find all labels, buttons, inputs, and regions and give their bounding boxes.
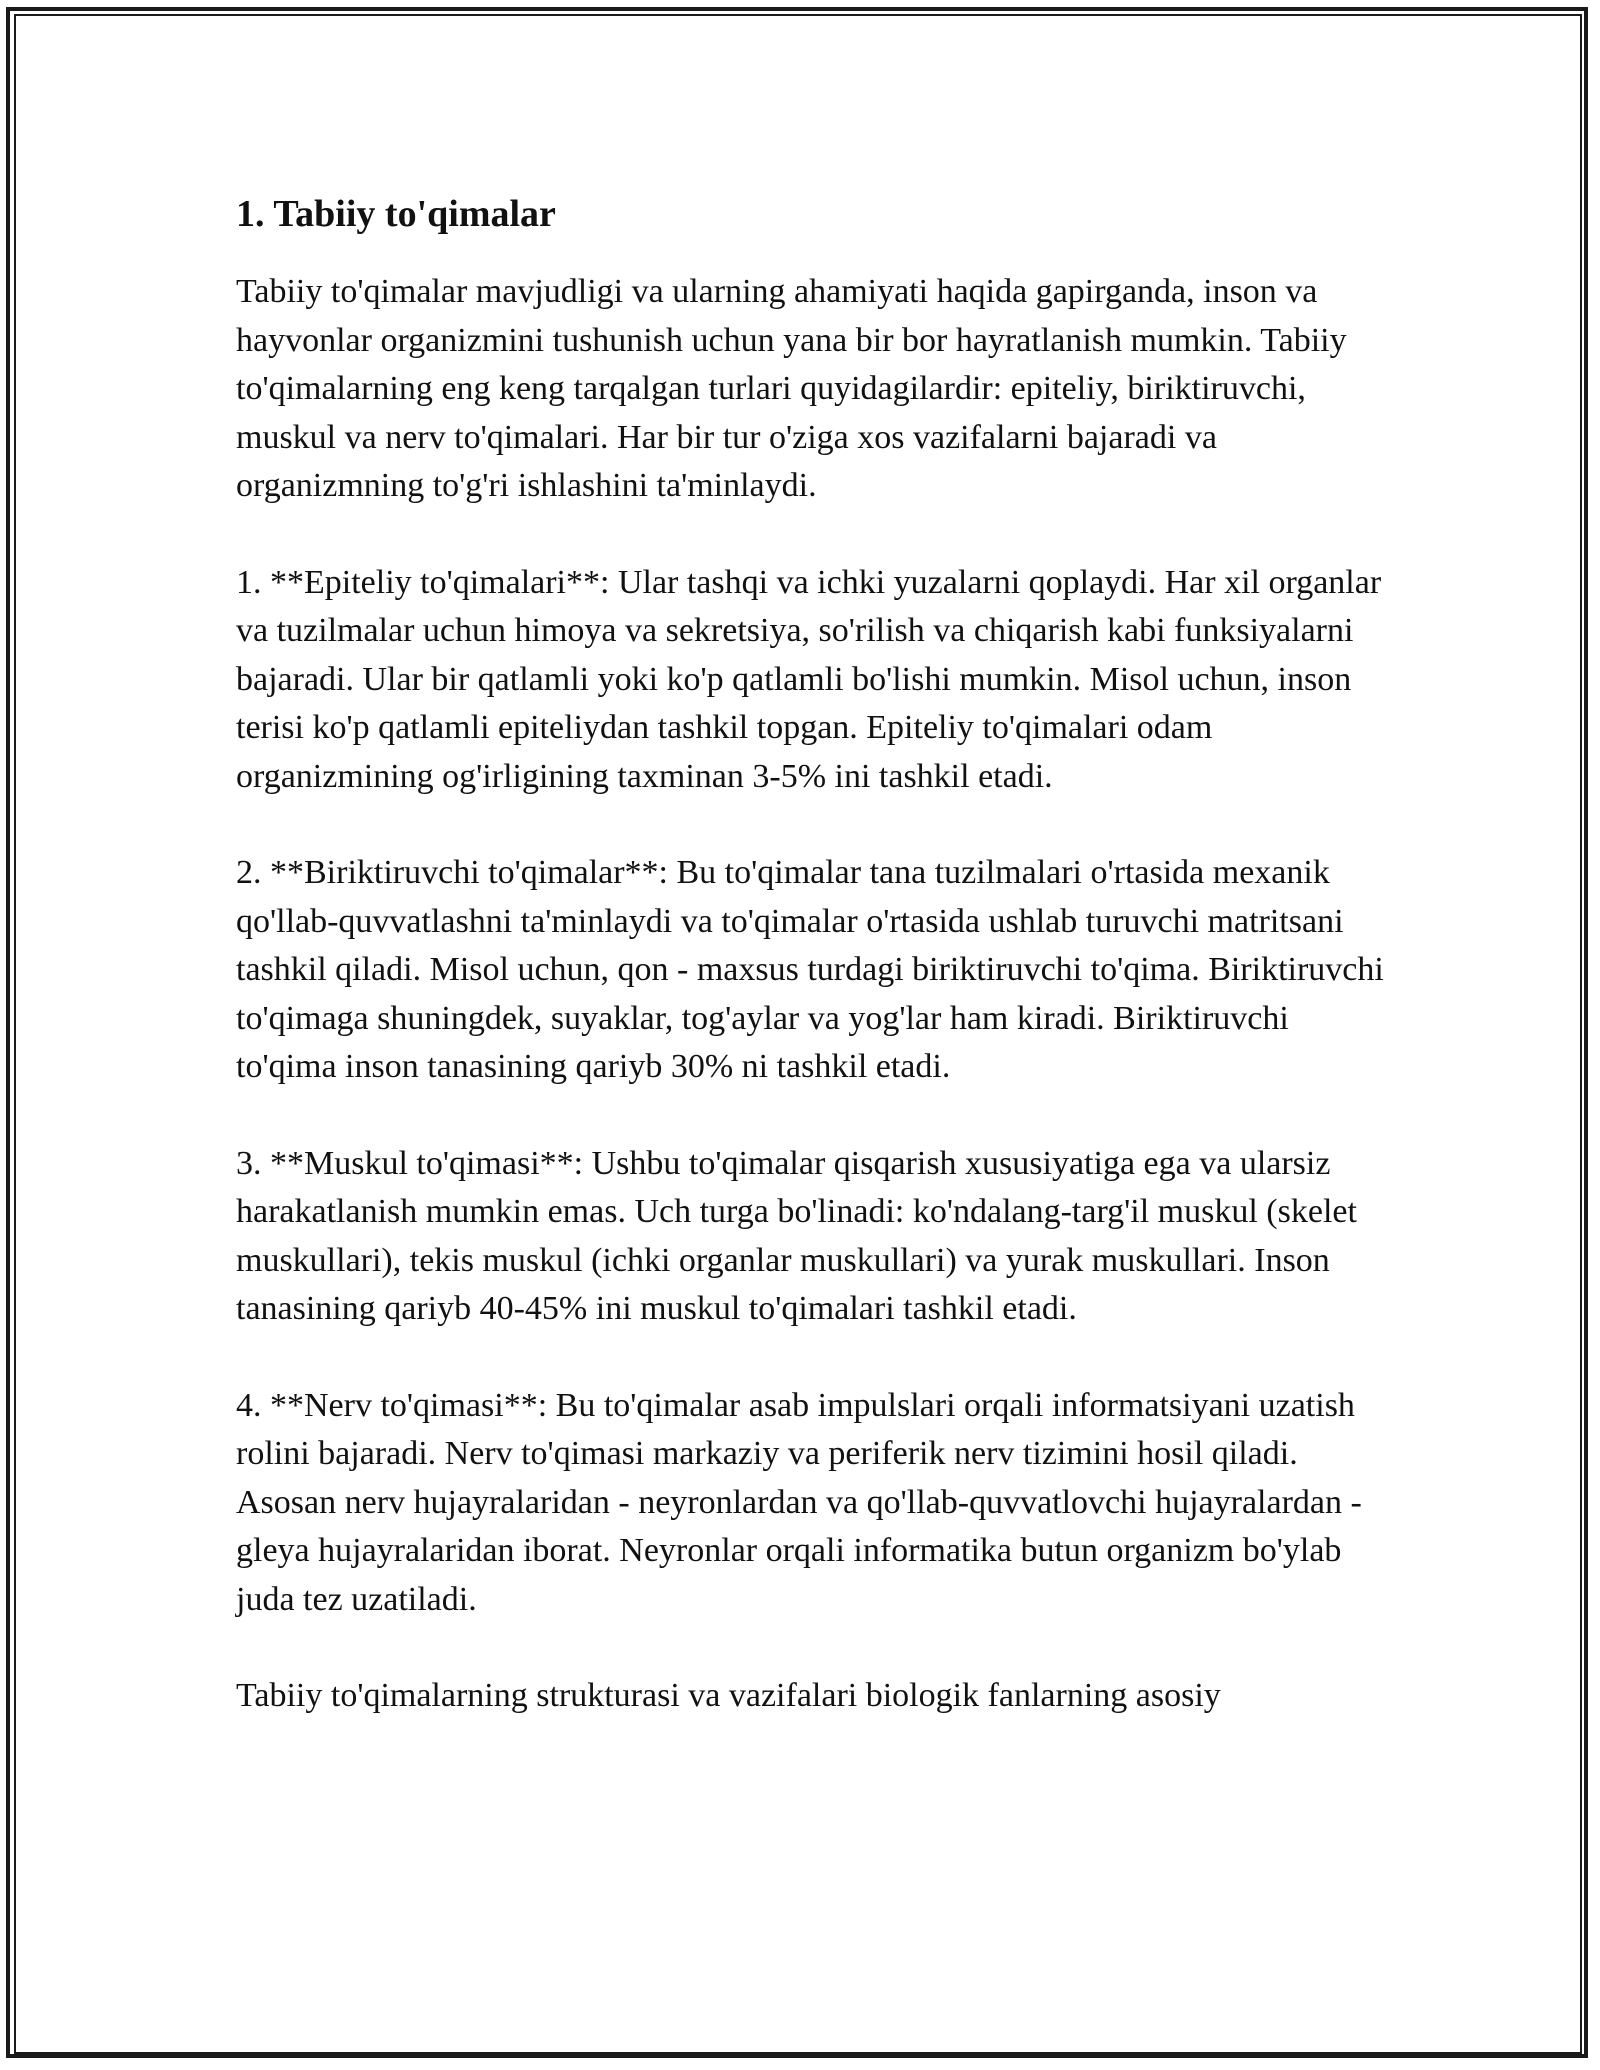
muscle-paragraph: 3. **Muskul to'qimasi**: Ushbu to'qimalar qisqarish xususiyatiga ega va ularsiz harakatlanish mumkin emas. Uch turga bo'linadi: ko'ndalang-targ'il muskul (skelet muskullari), tekis muskul (ichki organlar muskullari) va yurak muskullari. Inson tanasining qariyb 40-45% ini muskul to'qimalari tashkil etadi. bbox=[236, 1144, 1357, 1327]
epithelial-paragraph: 1. **Epiteliy to'qimalari**: Ular tashqi va ichki yuzalarni qoplaydi. Har xil organlar va tuzilmalar uchun himoya va sekretsiya, so'rilish va chiqarish kabi funksiyalarni bajaradi. Ular bir qatlamli yoki ko'p qatlamli bo'lishi mumkin. Misol uchun, inson terisi ko'p qatlamli epiteliydan tashkil topgan. Epiteliy to'qimalari odam organizmining og'irligining taxminan 3-5% ini tashkil etadi. bbox=[236, 563, 1382, 795]
intro-paragraph: Tabiiy to'qimalar mavjudligi va ularning ahamiyati haqida gapirganda, inson va hayvonlar organizmini tushunish uchun yana bir bor hayratlanish mumkin. Tabiiy to'qimalarning eng keng tarqalgan turlari quyidagilardir: epiteliy, biriktiruvchi, muskul va nerv to'qimalari. Har bir tur o'ziga xos vazifalarni bajaradi va organizmning to'g'ri ishlashini ta'minlaydi. bbox=[236, 273, 1347, 504]
document-body bbox=[236, 188, 1386, 1769]
closing-paragraph: Tabiiy to'qimalarning strukturasi va vazifalari biologik fanlarning asosiy bbox=[236, 1677, 1221, 1714]
connective-paragraph: 2. **Biriktiruvchi to'qimalar**: Bu to'qimalar tana tuzilmalari o'rtasida mexanik qo'llab-quvvatlashni ta'minlaydi va to'qimalar o'rtasida ushlab turuvchi matritsani tashkil qiladi. Misol uchun, qon - maxsus turdagi biriktiruvchi to'qima. Biriktiruvchi to'qimaga shuningdek, suyaklar, tog'aylar va yog'lar ham kiradi. Biriktiruvchi to'qima inson tanasining qariyb 30% ni tashkil etadi. bbox=[236, 854, 1384, 1085]
document-title: 1. Tabiiy to'qimalar bbox=[236, 193, 556, 235]
nerve-paragraph: 4. **Nerv to'qimasi**: Bu to'qimalar asab impulslari orqali informatsiyani uzatish rolini bajaradi. Nerv to'qimasi markaziy va periferik nerv tizimini hosil qiladi. Asosan nerv hujayralaridan - neyronlardan va qo'llab-quvvatlovchi hujayralardan - gleya hujayralaridan iborat. Neyronlar orqali informatika butun organizm bo'ylab juda tez uzatiladi. bbox=[236, 1386, 1362, 1618]
